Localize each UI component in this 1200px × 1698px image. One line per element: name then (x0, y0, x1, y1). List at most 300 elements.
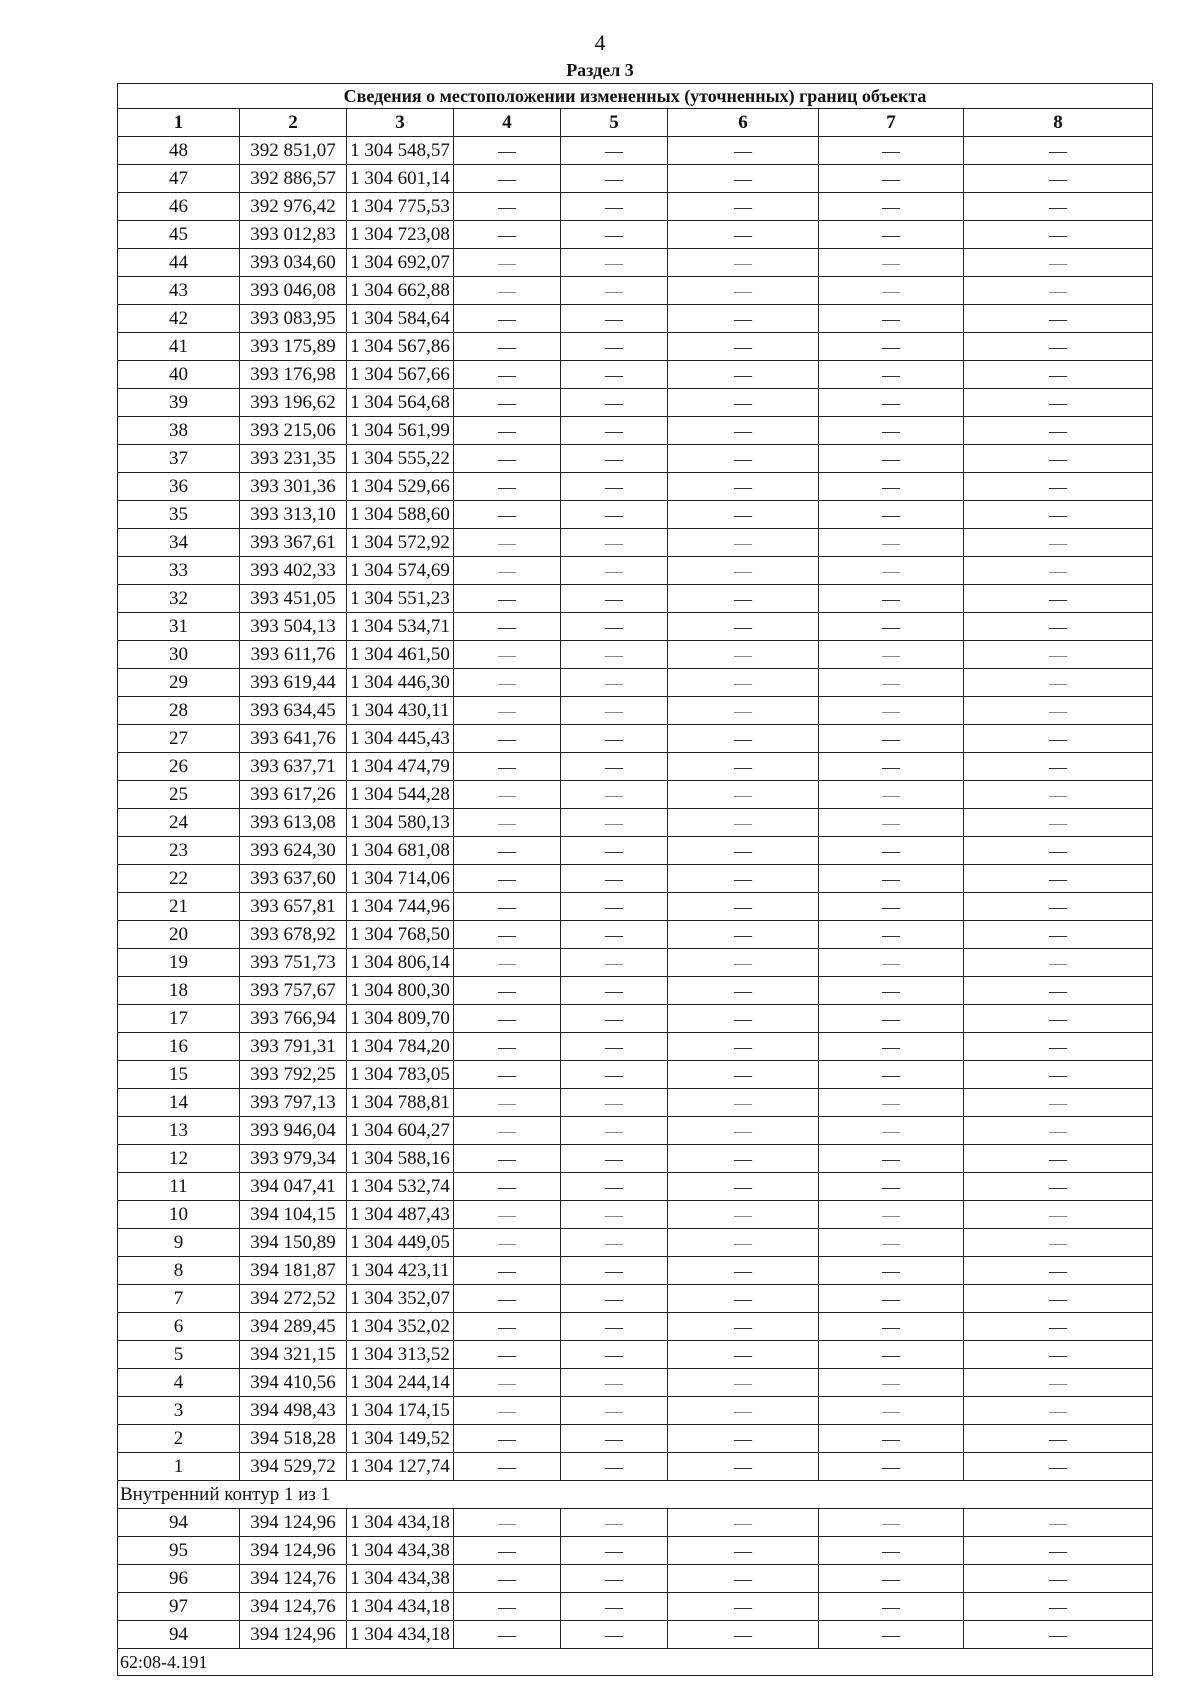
empty-dash-cell: — (819, 1313, 964, 1341)
empty-dash-cell: — (964, 1285, 1153, 1313)
coordinate-y: 1 304 430,11 (347, 697, 454, 725)
empty-dash-cell: — (964, 1341, 1153, 1369)
empty-dash-cell: — (561, 557, 668, 585)
empty-dash-cell: — (964, 1173, 1153, 1201)
empty-dash-cell: — (668, 1621, 819, 1649)
empty-dash-cell: — (561, 837, 668, 865)
empty-dash-cell: — (454, 1285, 561, 1313)
coordinate-y: 1 304 604,27 (347, 1117, 454, 1145)
table-row (118, 809, 1153, 837)
empty-dash-cell: — (964, 613, 1153, 641)
empty-dash-cell: — (454, 613, 561, 641)
coordinate-x: 394 410,56 (240, 1369, 347, 1397)
coordinate-y: 1 304 574,69 (347, 557, 454, 585)
empty-dash-cell: — (964, 1621, 1153, 1649)
point-number: 31 (118, 613, 240, 641)
point-number: 6 (118, 1313, 240, 1341)
table-row (118, 1229, 1153, 1257)
point-number: 39 (118, 389, 240, 417)
coordinate-x: 393 634,45 (240, 697, 347, 725)
coordinate-y: 1 304 434,38 (347, 1537, 454, 1565)
empty-dash-cell: — (561, 921, 668, 949)
empty-dash-cell: — (964, 1145, 1153, 1173)
empty-dash-cell: — (819, 1537, 964, 1565)
empty-dash-cell: — (561, 137, 668, 165)
coordinate-x: 393 402,33 (240, 557, 347, 585)
empty-dash-cell: — (454, 417, 561, 445)
coordinate-y: 1 304 601,14 (347, 165, 454, 193)
coordinate-y: 1 304 561,99 (347, 417, 454, 445)
coordinate-x: 392 886,57 (240, 165, 347, 193)
coordinate-y: 1 304 434,18 (347, 1593, 454, 1621)
empty-dash-cell: — (819, 1565, 964, 1593)
empty-dash-cell: — (561, 1313, 668, 1341)
table-row (118, 1425, 1153, 1453)
empty-dash-cell: — (819, 557, 964, 585)
empty-dash-cell: — (819, 809, 964, 837)
empty-dash-cell: — (561, 669, 668, 697)
coordinate-y: 1 304 588,60 (347, 501, 454, 529)
empty-dash-cell: — (819, 753, 964, 781)
coordinate-x: 393 637,71 (240, 753, 347, 781)
empty-dash-cell: — (668, 1453, 819, 1481)
table-row (118, 137, 1153, 165)
point-number: 36 (118, 473, 240, 501)
empty-dash-cell: — (561, 249, 668, 277)
empty-dash-cell: — (561, 1089, 668, 1117)
empty-dash-cell: — (454, 1257, 561, 1285)
empty-dash-cell: — (819, 1369, 964, 1397)
empty-dash-cell: — (561, 809, 668, 837)
empty-dash-cell: — (561, 1145, 668, 1173)
column-header: 6 (668, 109, 819, 137)
empty-dash-cell: — (561, 781, 668, 809)
empty-dash-cell: — (561, 1369, 668, 1397)
empty-dash-cell: — (668, 921, 819, 949)
empty-dash-cell: — (454, 361, 561, 389)
empty-dash-cell: — (964, 1369, 1153, 1397)
table-row (118, 417, 1153, 445)
empty-dash-cell: — (964, 557, 1153, 585)
empty-dash-cell: — (819, 1453, 964, 1481)
empty-dash-cell: — (561, 697, 668, 725)
coordinate-y: 1 304 809,70 (347, 1005, 454, 1033)
empty-dash-cell: — (561, 1201, 668, 1229)
empty-dash-cell: — (964, 641, 1153, 669)
coordinate-x: 394 047,41 (240, 1173, 347, 1201)
empty-dash-cell: — (819, 1117, 964, 1145)
point-number: 44 (118, 249, 240, 277)
empty-dash-cell: — (561, 893, 668, 921)
empty-dash-cell: — (454, 1117, 561, 1145)
empty-dash-cell: — (964, 1229, 1153, 1257)
coordinate-x: 394 150,89 (240, 1229, 347, 1257)
empty-dash-cell: — (819, 1145, 964, 1173)
coordinate-y: 1 304 434,18 (347, 1621, 454, 1649)
empty-dash-cell: — (819, 361, 964, 389)
empty-dash-cell: — (668, 613, 819, 641)
empty-dash-cell: — (454, 1621, 561, 1649)
empty-dash-cell: — (964, 305, 1153, 333)
point-number: 10 (118, 1201, 240, 1229)
point-number: 1 (118, 1453, 240, 1481)
inner-contour-label: Внутренний контур 1 из 1 (118, 1481, 1153, 1509)
column-header-row (118, 109, 1153, 137)
point-number: 94 (118, 1509, 240, 1537)
empty-dash-cell: — (454, 1033, 561, 1061)
empty-dash-cell: — (454, 1201, 561, 1229)
empty-dash-cell: — (964, 1425, 1153, 1453)
empty-dash-cell: — (561, 1509, 668, 1537)
empty-dash-cell: — (454, 1565, 561, 1593)
empty-dash-cell: — (454, 389, 561, 417)
coordinate-y: 1 304 174,15 (347, 1397, 454, 1425)
empty-dash-cell: — (454, 1509, 561, 1537)
empty-dash-cell: — (454, 977, 561, 1005)
empty-dash-cell: — (964, 165, 1153, 193)
empty-dash-cell: — (454, 893, 561, 921)
empty-dash-cell: — (454, 585, 561, 613)
point-number: 17 (118, 1005, 240, 1033)
empty-dash-cell: — (819, 697, 964, 725)
coordinate-x: 393 641,76 (240, 725, 347, 753)
empty-dash-cell: — (819, 1285, 964, 1313)
point-number: 18 (118, 977, 240, 1005)
empty-dash-cell: — (454, 193, 561, 221)
coordinate-x: 393 611,76 (240, 641, 347, 669)
empty-dash-cell: — (454, 1061, 561, 1089)
table-row (118, 1145, 1153, 1173)
table-row (118, 1369, 1153, 1397)
empty-dash-cell: — (668, 277, 819, 305)
empty-dash-cell: — (964, 781, 1153, 809)
coordinate-x: 393 757,67 (240, 977, 347, 1005)
empty-dash-cell: — (454, 1145, 561, 1173)
point-number: 8 (118, 1257, 240, 1285)
empty-dash-cell: — (561, 949, 668, 977)
table-row (118, 529, 1153, 557)
empty-dash-cell: — (668, 1257, 819, 1285)
empty-dash-cell: — (454, 921, 561, 949)
coordinate-y: 1 304 127,74 (347, 1453, 454, 1481)
empty-dash-cell: — (964, 1117, 1153, 1145)
table-row (118, 837, 1153, 865)
empty-dash-cell: — (668, 725, 819, 753)
empty-dash-cell: — (561, 1229, 668, 1257)
empty-dash-cell: — (964, 585, 1153, 613)
table-row (118, 1173, 1153, 1201)
column-header: 2 (240, 109, 347, 137)
empty-dash-cell: — (819, 1397, 964, 1425)
point-number: 27 (118, 725, 240, 753)
point-number: 37 (118, 445, 240, 473)
empty-dash-cell: — (819, 1341, 964, 1369)
empty-dash-cell: — (964, 725, 1153, 753)
empty-dash-cell: — (964, 809, 1153, 837)
empty-dash-cell: — (668, 501, 819, 529)
empty-dash-cell: — (668, 1565, 819, 1593)
empty-dash-cell: — (561, 641, 668, 669)
empty-dash-cell: — (561, 501, 668, 529)
empty-dash-cell: — (964, 865, 1153, 893)
table-row (118, 1285, 1153, 1313)
table-row (118, 669, 1153, 697)
empty-dash-cell: — (964, 697, 1153, 725)
empty-dash-cell: — (964, 277, 1153, 305)
table-row (118, 221, 1153, 249)
coordinate-x: 393 619,44 (240, 669, 347, 697)
empty-dash-cell: — (454, 473, 561, 501)
point-number: 41 (118, 333, 240, 361)
cadastral-number: 62:08-4.191 (118, 1649, 1153, 1676)
table-row (118, 921, 1153, 949)
coordinate-y: 1 304 551,23 (347, 585, 454, 613)
empty-dash-cell: — (964, 1397, 1153, 1425)
coordinate-y: 1 304 800,30 (347, 977, 454, 1005)
coordinate-x: 393 617,26 (240, 781, 347, 809)
empty-dash-cell: — (561, 1005, 668, 1033)
coordinate-x: 394 181,87 (240, 1257, 347, 1285)
empty-dash-cell: — (668, 697, 819, 725)
point-number: 11 (118, 1173, 240, 1201)
empty-dash-cell: — (561, 1033, 668, 1061)
empty-dash-cell: — (964, 389, 1153, 417)
empty-dash-cell: — (561, 613, 668, 641)
empty-dash-cell: — (668, 1509, 819, 1537)
empty-dash-cell: — (454, 1313, 561, 1341)
empty-dash-cell: — (668, 1285, 819, 1313)
coordinate-x: 394 289,45 (240, 1313, 347, 1341)
coordinate-y: 1 304 434,38 (347, 1565, 454, 1593)
empty-dash-cell: — (819, 1593, 964, 1621)
coordinate-y: 1 304 149,52 (347, 1425, 454, 1453)
coordinate-y: 1 304 423,11 (347, 1257, 454, 1285)
empty-dash-cell: — (561, 277, 668, 305)
empty-dash-cell: — (561, 473, 668, 501)
coordinate-y: 1 304 584,64 (347, 305, 454, 333)
table-row (118, 1061, 1153, 1089)
point-number: 24 (118, 809, 240, 837)
empty-dash-cell: — (819, 977, 964, 1005)
empty-dash-cell: — (668, 305, 819, 333)
table-caption: Сведения о местоположении измененных (уточненных) границ объекта (118, 84, 1153, 109)
empty-dash-cell: — (668, 1117, 819, 1145)
empty-dash-cell: — (964, 333, 1153, 361)
empty-dash-cell: — (819, 1229, 964, 1257)
table-row (118, 193, 1153, 221)
empty-dash-cell: — (561, 417, 668, 445)
table-row (118, 1537, 1153, 1565)
empty-dash-cell: — (561, 1397, 668, 1425)
coordinate-x: 393 979,34 (240, 1145, 347, 1173)
empty-dash-cell: — (561, 165, 668, 193)
coordinate-x: 393 083,95 (240, 305, 347, 333)
empty-dash-cell: — (668, 1145, 819, 1173)
table-row (118, 557, 1153, 585)
coordinate-x: 393 624,30 (240, 837, 347, 865)
table-row (118, 1117, 1153, 1145)
coordinate-x: 393 301,36 (240, 473, 347, 501)
table-row (118, 949, 1153, 977)
empty-dash-cell: — (964, 893, 1153, 921)
coordinate-y: 1 304 768,50 (347, 921, 454, 949)
table-row (118, 893, 1153, 921)
empty-dash-cell: — (561, 1061, 668, 1089)
coordinate-y: 1 304 714,06 (347, 865, 454, 893)
empty-dash-cell: — (668, 1173, 819, 1201)
point-number: 43 (118, 277, 240, 305)
point-number: 7 (118, 1285, 240, 1313)
empty-dash-cell: — (454, 305, 561, 333)
point-number: 47 (118, 165, 240, 193)
empty-dash-cell: — (454, 697, 561, 725)
empty-dash-cell: — (819, 137, 964, 165)
empty-dash-cell: — (561, 193, 668, 221)
empty-dash-cell: — (819, 641, 964, 669)
table-row (118, 1341, 1153, 1369)
point-number: 14 (118, 1089, 240, 1117)
page-number: 4 (594, 30, 606, 55)
table-row (118, 641, 1153, 669)
empty-dash-cell: — (561, 389, 668, 417)
inner-contour-section (118, 1481, 1153, 1509)
empty-dash-cell: — (819, 1033, 964, 1061)
coordinate-x: 393 766,94 (240, 1005, 347, 1033)
outer-contour-rows (118, 137, 1153, 1481)
point-number: 2 (118, 1425, 240, 1453)
coordinate-y: 1 304 449,05 (347, 1229, 454, 1257)
empty-dash-cell: — (561, 1621, 668, 1649)
coordinate-x: 393 946,04 (240, 1117, 347, 1145)
coordinate-x: 392 851,07 (240, 137, 347, 165)
empty-dash-cell: — (668, 137, 819, 165)
point-number: 29 (118, 669, 240, 697)
empty-dash-cell: — (454, 137, 561, 165)
table-row (118, 389, 1153, 417)
empty-dash-cell: — (561, 1537, 668, 1565)
empty-dash-cell: — (668, 837, 819, 865)
empty-dash-cell: — (819, 249, 964, 277)
table-row (118, 1033, 1153, 1061)
empty-dash-cell: — (668, 669, 819, 697)
coordinate-y: 1 304 544,28 (347, 781, 454, 809)
coordinate-y: 1 304 548,57 (347, 137, 454, 165)
table-row (118, 165, 1153, 193)
empty-dash-cell: — (668, 445, 819, 473)
coordinate-y: 1 304 788,81 (347, 1089, 454, 1117)
coordinate-x: 394 498,43 (240, 1397, 347, 1425)
section-title: Раздел 3 (566, 60, 634, 80)
point-number: 16 (118, 1033, 240, 1061)
empty-dash-cell: — (819, 781, 964, 809)
empty-dash-cell: — (454, 669, 561, 697)
empty-dash-cell: — (561, 1565, 668, 1593)
column-header: 1 (118, 109, 240, 137)
empty-dash-cell: — (561, 753, 668, 781)
coordinate-x: 394 518,28 (240, 1425, 347, 1453)
empty-dash-cell: — (454, 837, 561, 865)
point-number: 3 (118, 1397, 240, 1425)
empty-dash-cell: — (454, 809, 561, 837)
coordinate-y: 1 304 775,53 (347, 193, 454, 221)
coordinate-x: 393 678,92 (240, 921, 347, 949)
coordinate-x: 393 637,60 (240, 865, 347, 893)
column-header: 4 (454, 109, 561, 137)
empty-dash-cell: — (668, 1033, 819, 1061)
empty-dash-cell: — (454, 165, 561, 193)
coordinate-x: 394 104,15 (240, 1201, 347, 1229)
empty-dash-cell: — (668, 389, 819, 417)
point-number: 21 (118, 893, 240, 921)
empty-dash-cell: — (819, 165, 964, 193)
empty-dash-cell: — (964, 1537, 1153, 1565)
empty-dash-cell: — (561, 333, 668, 361)
empty-dash-cell: — (819, 1005, 964, 1033)
empty-dash-cell: — (561, 1117, 668, 1145)
empty-dash-cell: — (964, 361, 1153, 389)
empty-dash-cell: — (668, 1397, 819, 1425)
empty-dash-cell: — (561, 865, 668, 893)
table-row (118, 1565, 1153, 1593)
empty-dash-cell: — (561, 585, 668, 613)
column-header: 7 (819, 109, 964, 137)
point-number: 34 (118, 529, 240, 557)
empty-dash-cell: — (668, 1341, 819, 1369)
empty-dash-cell: — (454, 1173, 561, 1201)
coordinate-y: 1 304 461,50 (347, 641, 454, 669)
coordinate-x: 393 313,10 (240, 501, 347, 529)
empty-dash-cell: — (561, 977, 668, 1005)
empty-dash-cell: — (964, 921, 1153, 949)
empty-dash-cell: — (668, 1201, 819, 1229)
empty-dash-cell: — (454, 1005, 561, 1033)
coordinate-y: 1 304 244,14 (347, 1369, 454, 1397)
empty-dash-cell: — (454, 557, 561, 585)
empty-dash-cell: — (454, 949, 561, 977)
coordinate-y: 1 304 555,22 (347, 445, 454, 473)
empty-dash-cell: — (454, 333, 561, 361)
coordinate-y: 1 304 529,66 (347, 473, 454, 501)
point-number: 45 (118, 221, 240, 249)
point-number: 12 (118, 1145, 240, 1173)
table-row (118, 753, 1153, 781)
empty-dash-cell: — (964, 445, 1153, 473)
empty-dash-cell: — (964, 1257, 1153, 1285)
empty-dash-cell: — (964, 977, 1153, 1005)
point-number: 28 (118, 697, 240, 725)
empty-dash-cell: — (964, 1061, 1153, 1089)
coordinate-y: 1 304 681,08 (347, 837, 454, 865)
empty-dash-cell: — (668, 417, 819, 445)
point-number: 35 (118, 501, 240, 529)
table-row (118, 1201, 1153, 1229)
coordinate-x: 393 367,61 (240, 529, 347, 557)
empty-dash-cell: — (819, 1089, 964, 1117)
coordinate-x: 392 976,42 (240, 193, 347, 221)
table-row (118, 1453, 1153, 1481)
empty-dash-cell: — (668, 165, 819, 193)
table-row (118, 305, 1153, 333)
coordinate-x: 393 657,81 (240, 893, 347, 921)
coordinate-y: 1 304 692,07 (347, 249, 454, 277)
table-row (118, 585, 1153, 613)
empty-dash-cell: — (561, 305, 668, 333)
coordinate-y: 1 304 784,20 (347, 1033, 454, 1061)
table-row (118, 1593, 1153, 1621)
table-row (118, 249, 1153, 277)
empty-dash-cell: — (454, 1369, 561, 1397)
coordinate-x: 393 451,05 (240, 585, 347, 613)
